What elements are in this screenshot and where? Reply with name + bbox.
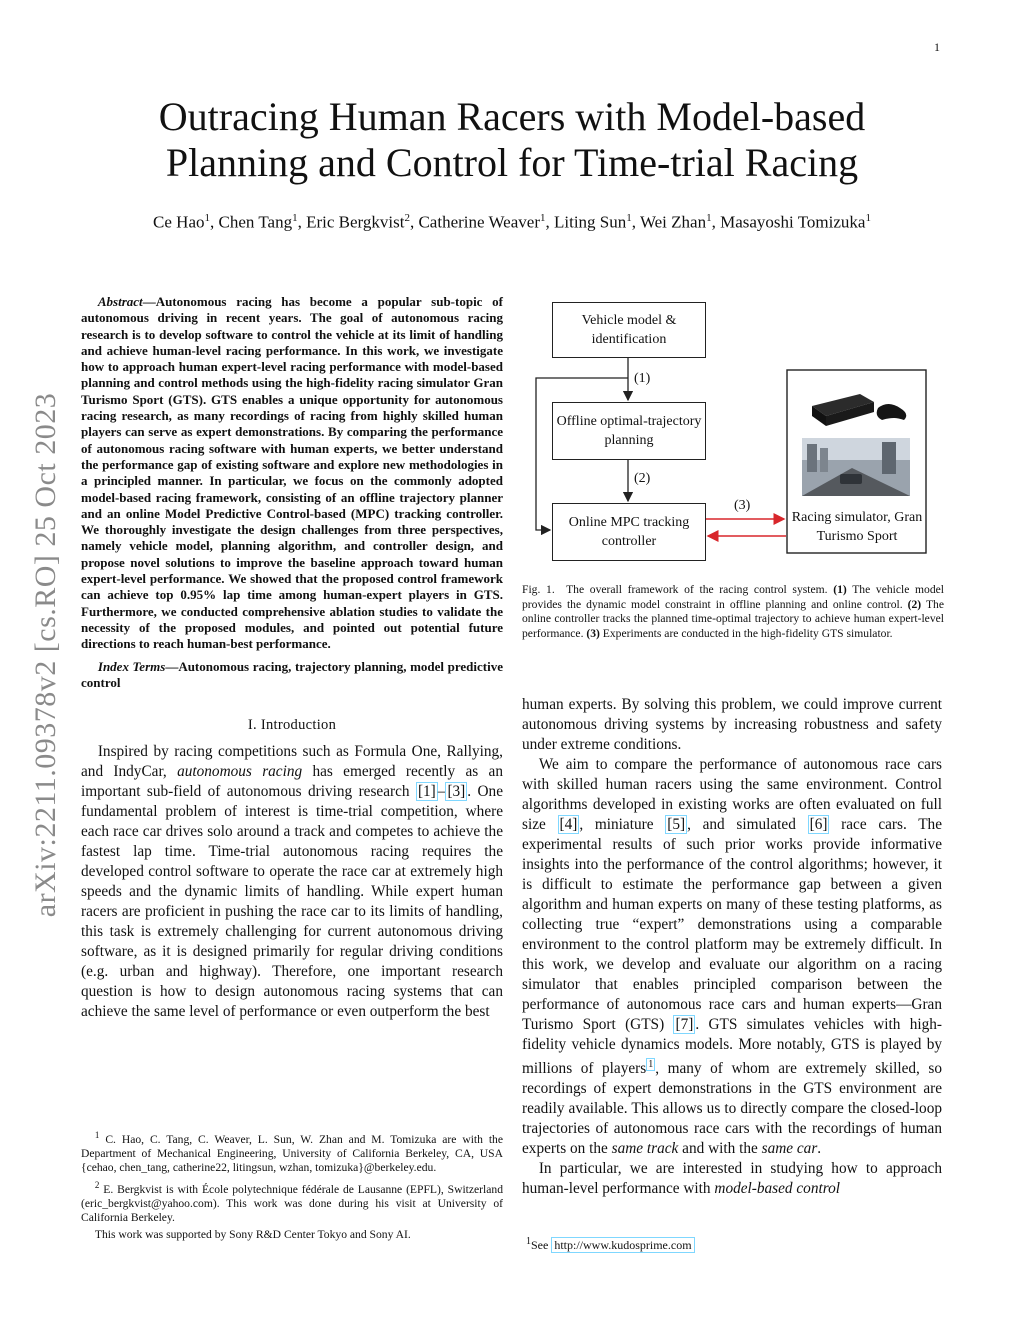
citation-link[interactable]: [6] xyxy=(809,816,828,833)
abstract-lead: Abstract xyxy=(97,294,143,309)
footnote-link[interactable]: 1 xyxy=(648,1059,654,1070)
arxiv-id: arXiv:2211.09378v2 [cs.RO] 25 Oct 2023 xyxy=(29,392,62,918)
index-terms xyxy=(81,659,503,692)
text-run: In particular, we are interested in studying how to approach human-level performance with xyxy=(522,1160,942,1198)
intro-paragraph xyxy=(81,742,503,1022)
emphasis: same car xyxy=(761,1140,818,1158)
author: Chen Tang xyxy=(218,212,293,232)
text-run: . One fundamental problem of interest is time-trial competition, where each race car drives solo around a track and competes to achieve the fastest lap time. Time-trial autonomous racing requires the developed control software to operate the race car at extremely high speeds and the dynamic limits of handling. While expert human racers are proficient in pushing the race car to its limits of handling, this task is extremely challenging for current autonomous driving software, as it is designed primarily for regular driving conditions (e.g. urban and highway). Therefore, one important research question is how to design autonomous racing systems that can achieve the same level of performance or even outperform the best xyxy=(81,783,503,1021)
author-affiliation: 1 xyxy=(292,212,298,224)
author-list: Ce Hao$^1$, Chen Tang$^1$, Eric Bergkvist$^2$, Catherine Weaver$^1$, Liting Sun$^1$, Wei Zhan$^1$, Masayoshi Tomizuka$^1$ xyxy=(153,212,871,232)
author: Eric Bergkvist xyxy=(306,212,405,232)
index-terms-lead: Index Terms xyxy=(97,658,166,674)
title-line-1: Outracing Human Racers with Model-based xyxy=(158,94,866,139)
footnote-text: See xyxy=(531,1238,552,1252)
figure-label-1: (1) xyxy=(634,371,651,386)
author: Ce Hao xyxy=(153,212,205,232)
paper-title xyxy=(80,94,944,186)
footnote-mark: 1 xyxy=(526,1236,531,1247)
figure-label-2: (2) xyxy=(634,471,651,486)
footnote-right xyxy=(526,1236,695,1253)
citation-link[interactable]: [7] xyxy=(675,1016,694,1033)
author-affiliation: 1 xyxy=(539,212,546,224)
citation-link[interactable]: [5] xyxy=(667,816,686,833)
right-column xyxy=(522,695,942,1199)
caption-bold: (3) xyxy=(586,626,600,640)
emphasis: model-based control xyxy=(714,1180,841,1198)
footnote-mark: 2 xyxy=(94,1179,100,1190)
author: Liting Sun xyxy=(553,212,627,232)
caption-bold: (2) xyxy=(907,597,922,611)
text-run: , many of whom are extremely skilled, so recordings of expert demonstrations in the GTS environment are readily available. This allows us to directly compare the closed-loop trajectories of autonomous race cars with the recordings of human experts on the xyxy=(522,1060,943,1158)
text-run: Inspired by racing competitions such as Formula One, Rallying, and IndyCar, xyxy=(81,743,503,781)
caption-text: The overall framework of the racing control system. xyxy=(566,583,834,596)
text-run: , and simulated xyxy=(687,816,808,833)
game-screenshot-image xyxy=(802,438,910,496)
text-run: . GTS simulates vehicles with high-fidelity vehicle dynamics models. More notably, GTS is played by millions of players xyxy=(522,1016,942,1078)
footnote-mark: 1 xyxy=(94,1130,100,1140)
title-line-2: Planning and Control for Time-trial Racing xyxy=(165,140,859,185)
left-column xyxy=(81,294,503,1022)
author: Wei Zhan xyxy=(639,212,707,232)
caption-text: Experiments are conducted in the high-fidelity GTS simulator. xyxy=(599,626,893,640)
box-vehicle-model: Vehicle model & identification xyxy=(552,302,706,358)
author-affiliation: 1 xyxy=(626,212,632,224)
emphasis: same track xyxy=(611,1140,679,1158)
citation-link[interactable]: [3] xyxy=(447,783,466,801)
caption-label: Fig. 1. xyxy=(522,583,555,596)
author-affiliation: 1 xyxy=(865,212,871,224)
text-run: has emerged recently as an important sub-field of autonomous driving research xyxy=(81,763,503,801)
caption-text: The online controller tracks the planned time-optimal trajectory to achieve human expert-level performance. xyxy=(522,597,944,640)
footnotes xyxy=(81,1128,503,1245)
text-run: , miniature xyxy=(579,816,666,833)
text-run: We aim to compare the performance of autonomous race cars with skilled human racers using the same environment. Control algorithms developed in existing works are often evaluated on full size xyxy=(522,756,942,833)
box-offline-planning: Offline optimal-trajectory planning xyxy=(552,402,706,460)
author: Masayoshi Tomizuka xyxy=(720,212,866,232)
caption-bold: (1) xyxy=(833,583,847,596)
text-run: race cars. The experimental results of such prior works provide informative insights into the performance of the control algorithms; however, it is difficult to estimate the performance gap between a given algorithm and human experts on many of these testing platforms, as collecting true “expert” demonstrations using a comparable environment to the control platform may be extremely difficult. In this work, we develop and evaluate our algorithm on a racing simulator that enables principled comparison between the performance of autonomous race cars and human experts—Gran Turismo Sport (GTS) xyxy=(522,816,942,1033)
author: Catherine Weaver xyxy=(418,212,540,232)
figure-label-3: (3) xyxy=(734,498,751,513)
citation-link[interactable]: [1] xyxy=(417,783,436,801)
page-number: 1 xyxy=(934,40,940,54)
citation-link[interactable]: [4] xyxy=(559,816,578,833)
footnote-text: C. Hao, C. Tang, C. Weaver, L. Sun, W. Zhan and M. Tomizuka are with the Department of Mechanical Engineering, University of California Berkeley, CA, USA {cehao, chen_tang, catherine22, litingsun, wzhan, tomizuka}@berkeley.edu. xyxy=(81,1132,503,1174)
footnote-1 xyxy=(81,1128,503,1175)
simulator-label: Racing simulator, Gran Turismo Sport xyxy=(791,510,923,544)
footnote-3 xyxy=(81,1228,503,1242)
footnote-text: This work was supported by Sony R&D Center Tokyo and Sony AI. xyxy=(94,1227,411,1241)
text-run: and with the xyxy=(678,1140,762,1158)
paragraph xyxy=(522,1159,942,1199)
footnote-2 xyxy=(81,1178,503,1225)
abstract-text: —Autonomous racing has become a popular sub-topic of autonomous driving in recent years. The goal of autonomous racing research is to develop software to control the vehicle at its limit of handling and achieve human-level racing performance. In this work, we investigate how to approach human expert-level racing performance with model-based planning and control methods using the high-fidelity racing simulator Gran Turismo Sport (GTS). GTS enables a unique opportunity for autonomous racing research, as many recordings of racing from highly skilled human players can serve as expert demonstrations. By comparing the performance of autonomous racing software with human experts, we better understand the performance gap of existing software and explore new methodologies in a principled manner. In particular, we focus on the commonly adopted model-based racing framework, consisting of an offline trajectory planner and an online Model Predictive Control-based (MPC) tracking controller. We thoroughly investigate the design challenges from three perspectives, namely vehicle model, planning algorithm, and controller design, and propose novel solutions to improve the baseline approach toward human expert-level performance. We showed that the proposed control framework can achieve top 0.95% lap time among human-expert players in GTS. Furthermore, we conducted comprehensive ablation studies to validate the necessity of the proposed modules, and pointed out potential future directions to reach human-best performance. xyxy=(81,294,503,652)
text-run: . xyxy=(817,1140,822,1158)
section-heading: I. Introduction xyxy=(247,717,337,734)
paragraph: human experts. By solving this problem, we could improve current autonomous driving systems by increasing robustness and safety under extreme conditions. xyxy=(522,696,942,753)
emphasis: autonomous racing xyxy=(177,763,303,781)
text-run: – xyxy=(437,783,446,801)
author-affiliation: 1 xyxy=(204,212,211,224)
framework-figure xyxy=(522,298,942,568)
paragraph xyxy=(522,755,942,1159)
author-affiliation: 1 xyxy=(706,212,712,224)
box-mpc-controller: Online MPC tracking controller xyxy=(552,503,706,561)
abstract xyxy=(81,294,503,653)
figure-caption xyxy=(522,583,944,641)
footnote-url-link[interactable]: http://www.kudosprime.com xyxy=(551,1237,694,1253)
author-affiliation: 2 xyxy=(404,212,410,224)
caption-text: The vehicle model provides the dynamic model constraint in offline planning and online control. xyxy=(522,583,945,611)
index-terms-text: —Autonomous racing, trajectory planning, model predictive control xyxy=(81,658,504,690)
footnote-text: E. Bergkvist is with École polytechnique fédérale de Lausanne (EPFL), Switzerland (eric_bergkvist@yahoo.com). This work was done during his visit at University of California Berkeley. xyxy=(81,1182,503,1224)
